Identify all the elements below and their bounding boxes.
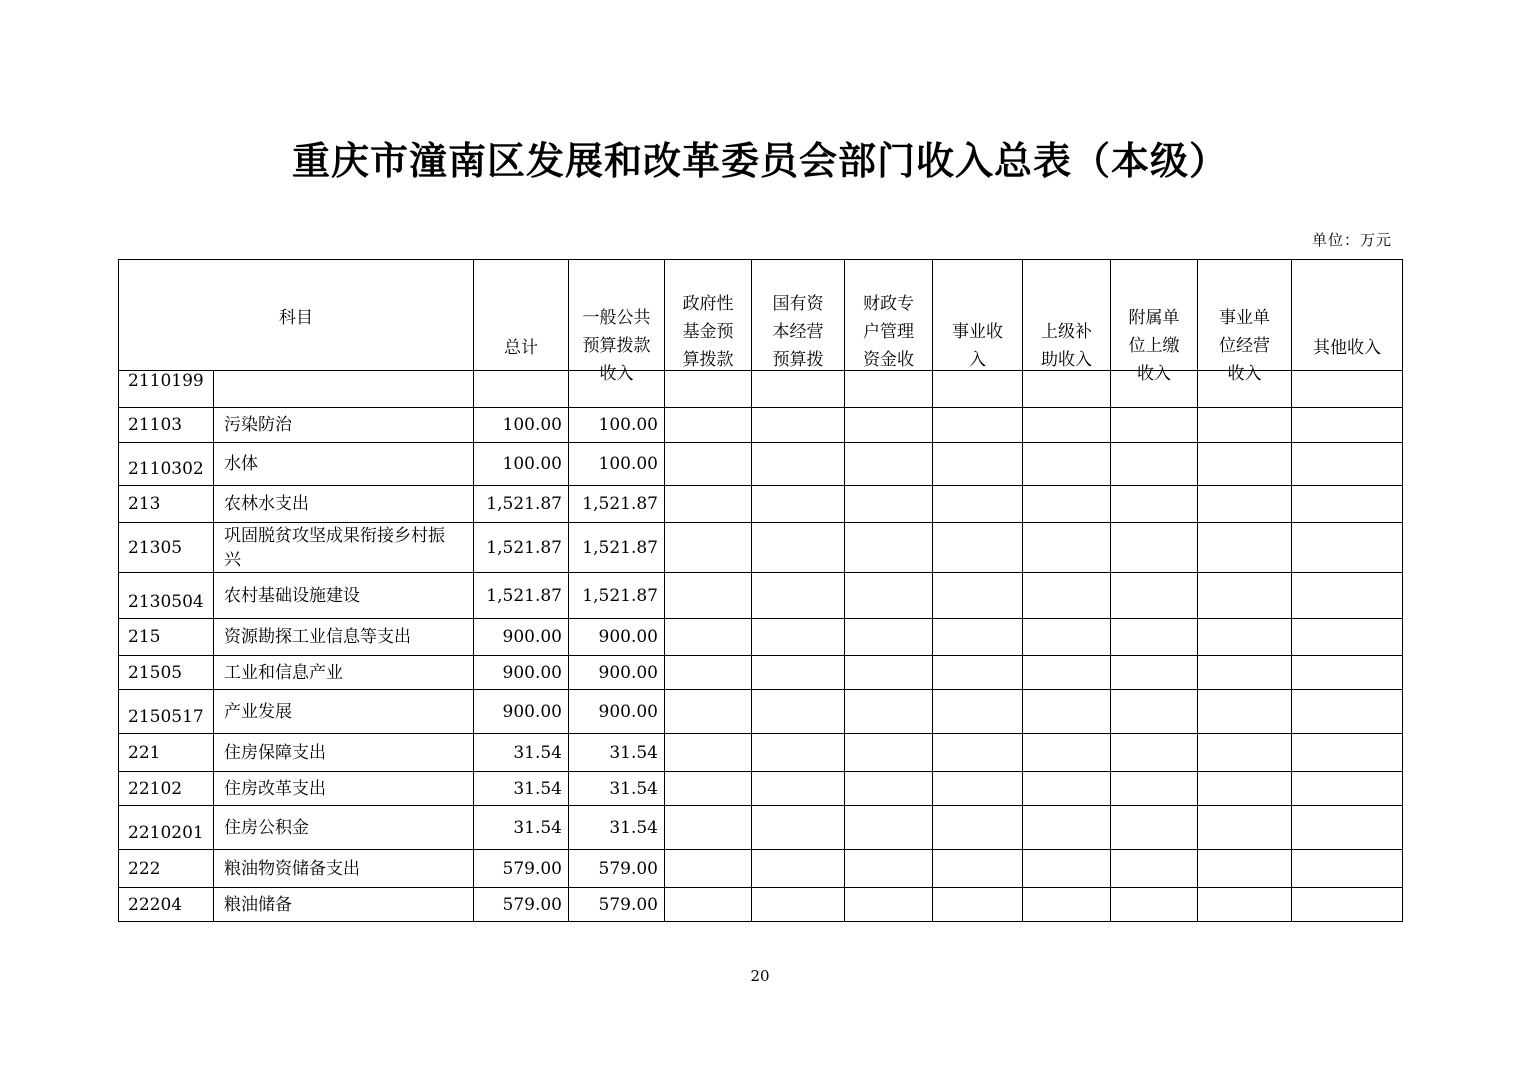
table-row	[119, 619, 1403, 656]
header-other-income: 其他收入	[1292, 260, 1403, 371]
row-general: 31.54	[569, 772, 665, 806]
table-row	[119, 806, 1403, 850]
row-general: 900.00	[569, 656, 665, 690]
table-row	[119, 408, 1403, 443]
row-code: 222	[119, 850, 214, 888]
row-total: 900.00	[474, 656, 569, 690]
table-row	[119, 888, 1403, 922]
row-code: 2110199	[119, 371, 214, 408]
header-general-budget: 一般公共 预算拨款 收入	[569, 260, 665, 371]
row-general: 1,521.87	[569, 523, 665, 573]
row-total: 100.00	[474, 408, 569, 443]
table-row	[119, 573, 1403, 619]
header-subject: 科目	[119, 260, 474, 371]
header-total: 总计	[474, 260, 569, 371]
row-code: 215	[119, 619, 214, 656]
header-operating-income: 事业单 位经营 收入	[1198, 260, 1292, 371]
row-name: 住房公积金	[214, 806, 474, 850]
header-special-account: 财政专 户管理 资金收	[845, 260, 933, 371]
header-business-income: 事业收 入	[933, 260, 1023, 371]
row-code: 2150517	[119, 690, 214, 734]
row-name: 污染防治	[214, 408, 474, 443]
table-row	[119, 486, 1403, 523]
row-total: 31.54	[474, 806, 569, 850]
row-total	[474, 371, 569, 408]
row-code: 213	[119, 486, 214, 523]
row-name: 粮油储备	[214, 888, 474, 922]
table-row	[119, 772, 1403, 806]
page-number: 20	[750, 967, 770, 985]
header-superior-subsidy: 上级补 助收入	[1023, 260, 1111, 371]
row-code: 21103	[119, 408, 214, 443]
row-general: 1,521.87	[569, 573, 665, 619]
row-code: 22204	[119, 888, 214, 922]
row-code: 2210201	[119, 806, 214, 850]
row-code: 2110302	[119, 443, 214, 486]
row-code: 21505	[119, 656, 214, 690]
row-code: 2130504	[119, 573, 214, 619]
row-name: 工业和信息产业	[214, 656, 474, 690]
row-total: 1,521.87	[474, 573, 569, 619]
row-general: 31.54	[569, 806, 665, 850]
header-state-capital: 国有资 本经营 预算拨	[752, 260, 845, 371]
row-general: 900.00	[569, 690, 665, 734]
row-total: 31.54	[474, 772, 569, 806]
row-total: 31.54	[474, 734, 569, 772]
income-summary-table	[118, 259, 1403, 922]
row-general: 1,521.87	[569, 486, 665, 523]
row-general: 31.54	[569, 734, 665, 772]
row-general: 579.00	[569, 850, 665, 888]
row-general: 579.00	[569, 888, 665, 922]
row-total: 900.00	[474, 690, 569, 734]
row-name: 巩固脱贫攻坚成果衔接乡村振兴	[214, 523, 474, 573]
row-code: 221	[119, 734, 214, 772]
table-row	[119, 371, 1403, 408]
table-row	[119, 656, 1403, 690]
row-name: 水体	[214, 443, 474, 486]
row-general: 100.00	[569, 443, 665, 486]
unit-label: 单位：万元	[1311, 231, 1392, 249]
row-name: 农村基础设施建设	[214, 573, 474, 619]
row-general: 900.00	[569, 619, 665, 656]
table-row	[119, 523, 1403, 573]
row-name: 住房改革支出	[214, 772, 474, 806]
row-general: 100.00	[569, 408, 665, 443]
row-total: 579.00	[474, 850, 569, 888]
page-title: 重庆市潼南区发展和改革委员会部门收入总表（本级）	[291, 139, 1228, 183]
row-total: 100.00	[474, 443, 569, 486]
row-name: 住房保障支出	[214, 734, 474, 772]
table-row	[119, 850, 1403, 888]
row-code: 21305	[119, 523, 214, 573]
row-name: 农林水支出	[214, 486, 474, 523]
row-name: 资源勘探工业信息等支出	[214, 619, 474, 656]
row-name	[214, 371, 474, 408]
row-name: 产业发展	[214, 690, 474, 734]
row-total: 1,521.87	[474, 486, 569, 523]
header-affiliated-income: 附属单 位上缴 收入	[1111, 260, 1198, 371]
row-code: 22102	[119, 772, 214, 806]
row-name: 粮油物资储备支出	[214, 850, 474, 888]
table-row	[119, 443, 1403, 486]
row-total: 1,521.87	[474, 523, 569, 573]
row-total: 900.00	[474, 619, 569, 656]
table-row	[119, 690, 1403, 734]
table-row	[119, 734, 1403, 772]
header-gov-fund: 政府性 基金预 算拨款	[665, 260, 752, 371]
row-total: 579.00	[474, 888, 569, 922]
